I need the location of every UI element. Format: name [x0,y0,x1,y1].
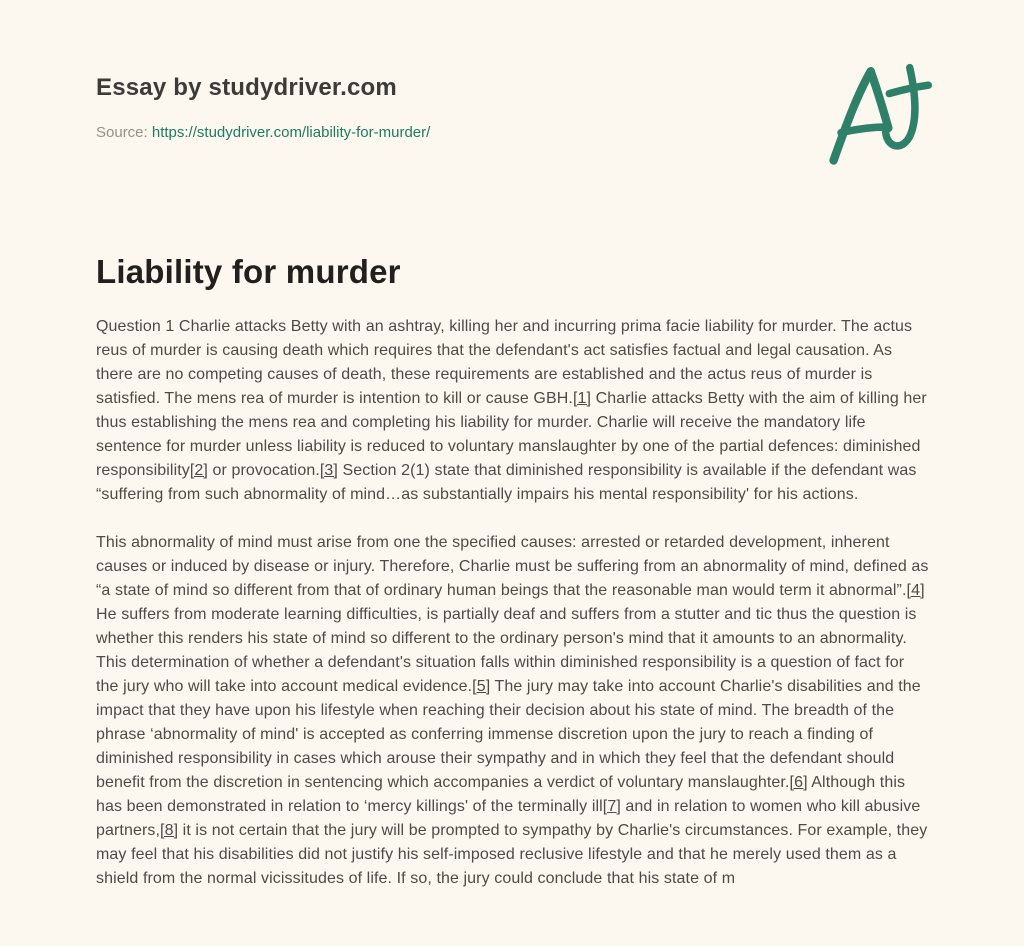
paragraph-2: This abnormality of mind must arise from one the specified causes: arrested or retarded development, inherent causes or induced by disease or injury. Therefore, Charlie must be suffering from an abnormality of mind, defined as “a state of mind so different from that of ordinary human beings that the reasonable man would term it abnormal”.[4] He suffers from moderate learning difficulties, is partially deaf and suffers from a stutter and tic thus the question is whether this renders his state of mind so different to the ordinary person's mind that it amounts to an abnormality. This determination of whether a defendant's situation falls within diminished responsibility is a question of fact for the jury who will take into account medical evidence.[5] The jury may take into account Charlie's disabilities and the impact that they have upon his lifestyle when reaching their decision about his state of mind. The breadth of the phrase ‘abnormality of mind' is accepted as conferring immense discretion upon the jury to reach a finding of diminished responsibility in cases which arouse their sympathy and in which they feel that the defendant should benefit from the discretion in sentencing which accompanies a verdict of voluntary manslaughter.[6] Although this has been demonstrated in relation to ‘mercy killings' of the terminally ill[7] and in relation to women who kill abusive partners,[8] it is not certain that the jury will be prompted to sympathy by Charlie's circumstances. For example, they may feel that his disabilities did not justify his self-imposed reclusive lifestyle and that he merely used them as a shield from the normal vicissitudes of life. If so, the jury could conclude that his state of m [96,534,929,887]
footnote-ref-8[interactable]: [8] [160,822,179,839]
footnote-ref-3[interactable]: [3] [319,462,338,479]
footnote-ref-1[interactable]: [1] [572,390,592,407]
footnote-ref-2[interactable]: [2] [189,462,208,479]
source-line [96,124,928,141]
article-body [96,315,929,891]
studydriver-a-plus-logo-icon [824,62,936,166]
footnote-ref-4[interactable]: [4] [906,582,925,599]
source-url-link[interactable]: https://studydriver.com/liability-for-murder/ [151,124,431,141]
footnote-ref-7[interactable]: [7] [602,798,621,815]
page-header-title: Essay by studydriver.com [96,74,397,101]
footnote-ref-6[interactable]: [6] [789,774,808,791]
paragraph-1: Question 1 Charlie attacks Betty with an ashtray, killing her and incurring prima facie liability for murder. The actus reus of murder is causing death which requires that the defendant's act satisfies factual and legal causation. As there are no competing causes of death, these requirements are established and the actus reus of murder is satisfied. The mens rea of murder is intention to kill or cause GBH.[1] Charlie attacks Betty with the aim of killing her thus establishing the mens rea and completing his liability for murder. Charlie will receive the mandatory life sentence for murder unless liability is reduced to voluntary manslaughter by one of the partial defences: diminished responsibility[2] or provocation.[3] Section 2(1) state that diminished responsibility is available if the defendant was “suffering from such abnormality of mind…as substantially impairs his mental responsibility' for his actions. [96,318,927,503]
footnote-ref-5[interactable]: [5] [472,678,491,695]
source-label: Source: [96,124,148,141]
article-title: Liability for murder [96,253,401,290]
